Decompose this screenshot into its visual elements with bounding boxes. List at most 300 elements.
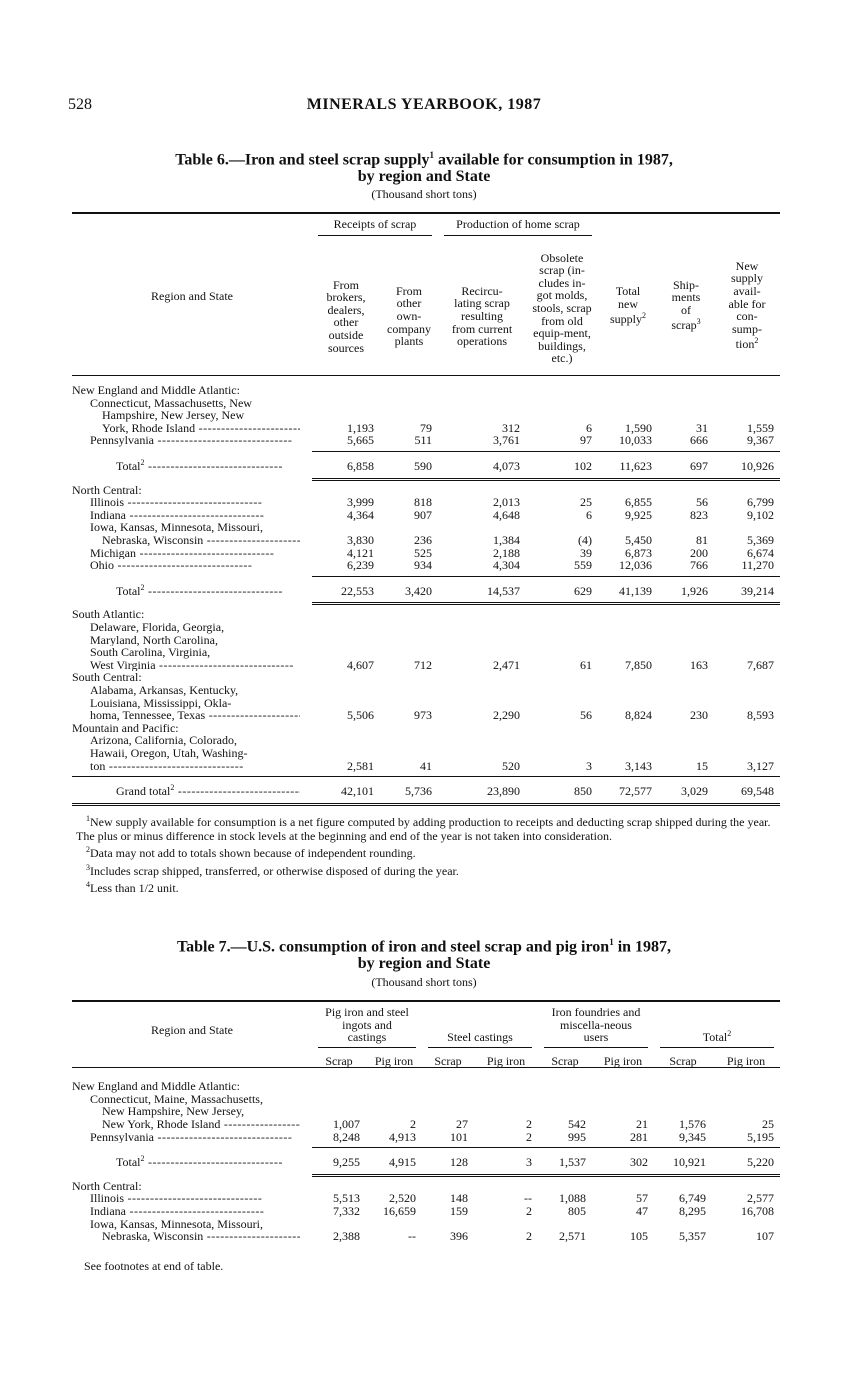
t7-cell: 47: [636, 1204, 648, 1219]
t6-cell: 6,674: [747, 545, 774, 560]
t6-cell: 11,623: [619, 459, 652, 474]
t6-row-label: North Central:: [72, 483, 142, 497]
t6-cell: [714, 397, 780, 410]
t6-row-label: York, Rhode Island -----: [72, 422, 312, 435]
t6-row: [72, 457, 780, 473]
t6-cell: [714, 646, 780, 659]
t6-cell: [526, 621, 598, 634]
t6-row-label: Michigan -----: [72, 547, 312, 560]
t6-row-label: Delaware, Florida, Georgia,: [90, 621, 225, 634]
t7-cell: 2,520: [389, 1191, 416, 1206]
t7-cell: [474, 1080, 538, 1093]
t6-cell: [598, 734, 658, 747]
t6-col-obsolete: Obsolete scrap (in-cludes in-got molds, stools, scrap from old equip-ment, buildings, etc.): [532, 250, 592, 366]
t6-row-label: Maryland, North Carolina,: [90, 633, 218, 647]
t7-cell: --: [408, 1229, 416, 1244]
t7-cell: [712, 1080, 780, 1093]
t6-row-label: Hawaii, Oregon, Utah, Washing-: [90, 746, 248, 760]
t6-cell: 42,101: [341, 784, 374, 799]
t7-cell: 1,576: [679, 1117, 706, 1132]
t6-cell: [598, 671, 658, 684]
t6-cell: [526, 671, 598, 684]
table6-body: [72, 384, 780, 809]
t6-cell: [658, 384, 714, 397]
t6-cell: [526, 634, 598, 647]
t6-cell: [312, 608, 380, 621]
t7-cell: 101: [450, 1129, 468, 1144]
t6-cell: [526, 722, 598, 735]
t7-row: [72, 1230, 780, 1243]
t6-row-label: New England and Middle Atlantic:: [72, 384, 240, 397]
t6-cell: [438, 747, 526, 760]
t6-cell: [380, 646, 438, 659]
t7-sub-scrap-3: Scrap: [551, 1053, 579, 1068]
t6-cell: 4,304: [493, 558, 520, 573]
see-footnotes-note: See footnotes at end of table.: [84, 1259, 224, 1273]
t6-cell: [658, 397, 714, 410]
t6-group-receipts: Receipts of scrap: [318, 218, 432, 236]
t7-group-pig-iron: Pig iron and steel ingots and castings: [318, 1006, 416, 1048]
t6-row-label: ton -----: [72, 760, 312, 773]
t6-cell: 81: [696, 533, 708, 548]
t6-cell: 39,214: [741, 583, 774, 598]
t6-row: [72, 646, 780, 659]
t6-cell: 31: [696, 420, 708, 435]
t7-cell: 5,195: [747, 1129, 774, 1144]
t7-cell: 16,708: [741, 1204, 774, 1219]
t7-cell: 7,332: [333, 1204, 360, 1219]
table6-units: (Thousand short tons): [371, 187, 477, 201]
t6-row-label: Nebraska, Wisconsin -----: [72, 534, 312, 547]
t6-cell: 525: [414, 545, 432, 560]
t7-cell: [366, 1093, 422, 1106]
t6-cell: 3,143: [625, 758, 652, 773]
t7-group-total: Total$^2$: [660, 1028, 774, 1048]
t6-cell: 8,593: [747, 708, 774, 723]
t6-cell: 6,855: [625, 495, 652, 510]
t6-cell: [380, 621, 438, 634]
table7: [72, 1000, 780, 1243]
t6-cell: [312, 722, 380, 735]
t6-cell: 712: [414, 657, 432, 672]
t6-group-production: Production of home scrap: [444, 218, 592, 236]
t6-cell: 666: [690, 433, 708, 448]
t7-cell: 281: [630, 1129, 648, 1144]
t6-cell: [312, 646, 380, 659]
t6-cell: 97: [580, 433, 592, 448]
t6-row: [72, 747, 780, 760]
t6-cell: 1,590: [625, 420, 652, 435]
t6-cell: 56: [580, 708, 592, 723]
t7-row: [72, 1205, 780, 1218]
t6-cell: 9,925: [625, 507, 652, 522]
t6-cell: 1,193: [347, 420, 374, 435]
t6-cell: 102: [574, 459, 592, 474]
t6-cell: [312, 397, 380, 410]
t6-cell: 697: [690, 459, 708, 474]
t6-row-label: Arizona, California, Colorado,: [90, 734, 237, 747]
t7-cell: [654, 1080, 712, 1093]
t6-cell: [312, 671, 380, 684]
t6-cell: 3,029: [681, 784, 708, 799]
t6-cell: 72,577: [619, 784, 652, 799]
t6-cell: [380, 397, 438, 410]
t6-cell: 766: [690, 558, 708, 573]
t6-cell: [380, 747, 438, 760]
t6-col-brokers: From brokers, dealers, other outside sources: [326, 277, 366, 355]
t7-row: [72, 1093, 780, 1106]
t6-cell: 1,926: [681, 583, 708, 598]
t7-cell: 1,537: [559, 1155, 586, 1170]
t7-cell: 5,220: [747, 1155, 774, 1170]
t6-cell: 823: [690, 507, 708, 522]
t6-row: [72, 434, 780, 447]
t6-row-label: homa, Tennessee, Texas -----: [72, 709, 312, 722]
t7-cell: 396: [450, 1229, 468, 1244]
t7-cell: 57: [636, 1191, 648, 1206]
t7-cell: 2: [526, 1117, 532, 1132]
t6-cell: [438, 397, 526, 410]
t6-row-label: Hampshire, New Jersey, New: [102, 409, 245, 422]
t6-col-recirculating: Recircu-lating scrap resulting from current operations: [451, 283, 513, 349]
t6-cell: [380, 722, 438, 735]
t6-cell: 41: [420, 758, 432, 773]
t6-cell: [526, 409, 598, 422]
t6-row-label: Total$^2$ -----: [72, 582, 312, 598]
t7-row: [72, 1192, 780, 1205]
t7-row-label: Connecticut, Maine, Massachusetts,: [90, 1092, 263, 1106]
t6-cell: [380, 384, 438, 397]
t6-cell: 56: [696, 495, 708, 510]
t7-cell: [422, 1093, 474, 1106]
t6-cell: 1,559: [747, 420, 774, 435]
t6-cell: [714, 409, 780, 422]
t6-row: [72, 634, 780, 647]
t6-cell: [658, 722, 714, 735]
t6-cell: 511: [414, 433, 432, 448]
t6-cell: 8,824: [625, 708, 652, 723]
t7-row-label: Total$^2$ -----: [72, 1153, 312, 1169]
t6-cell: [380, 734, 438, 747]
t6-cell: [438, 621, 526, 634]
t6-cell: 236: [414, 533, 432, 548]
t6-cell: [598, 409, 658, 422]
t6-cell: 200: [690, 545, 708, 560]
t6-cell: [658, 409, 714, 422]
t6-cell: [526, 646, 598, 659]
t6-row: [72, 534, 780, 547]
t6-cell: [380, 409, 438, 422]
t6-cell: [714, 684, 780, 697]
page-number: 528: [68, 96, 92, 113]
t7-cell: 159: [450, 1204, 468, 1219]
t6-col-total-new: Total new supply$^2$: [609, 283, 646, 327]
t6-cell: 3: [586, 758, 592, 773]
t6-cell: [714, 621, 780, 634]
t7-row: [72, 1153, 780, 1169]
page-header: [68, 96, 780, 120]
t6-cell: 4,607: [347, 657, 374, 672]
t6-cell: 3,830: [347, 533, 374, 548]
t6-cell: 2,581: [347, 758, 374, 773]
t7-col-region: Region and State: [151, 1023, 233, 1038]
t6-cell: 22,553: [341, 583, 374, 598]
t7-sub-pig-4: Pig iron: [726, 1053, 766, 1068]
t6-row: [72, 722, 780, 735]
t7-cell: 995: [568, 1129, 586, 1144]
t6-cell: [438, 634, 526, 647]
t6-cell: 6: [586, 507, 592, 522]
t6-cell: [438, 671, 526, 684]
t6-cell: [312, 621, 380, 634]
t6-cell: 520: [502, 758, 520, 773]
t6-cell: 559: [574, 558, 592, 573]
t6-cell: [312, 384, 380, 397]
t6-row: [72, 734, 780, 747]
t7-cell: [538, 1080, 592, 1093]
footnote: $^2$Data may not add to totals shown because of independent rounding.: [86, 845, 416, 860]
table6: [72, 212, 780, 809]
t6-cell: 4,648: [493, 507, 520, 522]
t7-row: [72, 1105, 780, 1118]
t6-row: [72, 608, 780, 621]
t7-cell: 3: [526, 1155, 532, 1170]
t7-cell: [538, 1093, 592, 1106]
t6-row: [72, 559, 780, 572]
t6-cell: [598, 722, 658, 735]
t7-cell: 21: [636, 1117, 648, 1132]
t7-cell: 27: [456, 1117, 468, 1132]
t6-cell: 4,073: [493, 459, 520, 474]
t6-cell: [526, 397, 598, 410]
t7-cell: 302: [630, 1155, 648, 1170]
t7-cell: 2: [526, 1129, 532, 1144]
t6-cell: 6,239: [347, 558, 374, 573]
t6-cell: [658, 608, 714, 621]
t6-cell: [526, 608, 598, 621]
t6-row-label: Mountain and Pacific:: [72, 721, 179, 735]
t6-cell: 10,926: [741, 459, 774, 474]
t7-cell: 4,913: [389, 1129, 416, 1144]
t6-row-label: Iowa, Kansas, Minnesota, Missouri,: [90, 521, 263, 535]
t7-cell: 4,915: [389, 1155, 416, 1170]
t6-cell: 2,188: [493, 545, 520, 560]
t6-cell: [598, 646, 658, 659]
t6-row: [72, 582, 780, 598]
t7-sub-scrap-4: Scrap: [669, 1053, 697, 1068]
t6-cell: [438, 608, 526, 621]
t7-cell: 1,088: [559, 1191, 586, 1206]
t6-cell: 5,506: [347, 708, 374, 723]
t6-row-label: South Atlantic:: [72, 608, 145, 621]
t6-cell: 6,799: [747, 495, 774, 510]
t6-cell: 3,127: [747, 758, 774, 773]
t6-row: [72, 671, 780, 684]
table7-body: [72, 1080, 780, 1243]
t6-cell: 3,761: [493, 433, 520, 448]
t6-cell: 934: [414, 558, 432, 573]
t7-row: [72, 1180, 780, 1193]
t6-cell: 69,548: [741, 784, 774, 799]
t6-row-label: South Carolina, Virginia,: [90, 646, 211, 659]
t7-cell: 1,007: [333, 1117, 360, 1132]
t6-cell: [312, 684, 380, 697]
t7-cell: 148: [450, 1191, 468, 1206]
t6-cell: 7,850: [625, 657, 652, 672]
t6-cell: 5,665: [347, 433, 374, 448]
t7-group-steel-castings: Steel castings: [428, 1031, 532, 1048]
t6-cell: [438, 409, 526, 422]
t6-cell: [658, 671, 714, 684]
t6-cell: [526, 734, 598, 747]
t7-row-label: Nebraska, Wisconsin -----: [72, 1230, 312, 1243]
t6-row-label: Total$^2$ -----: [72, 457, 312, 473]
t6-cell: [714, 747, 780, 760]
t6-cell: 629: [574, 583, 592, 598]
t6-cell: 3,420: [405, 583, 432, 598]
t6-cell: [658, 646, 714, 659]
table6-title: Table 6.—Iron and steel scrap supply$^1$ available for consumption in 1987, by region and State: [175, 150, 673, 186]
t6-cell: [658, 621, 714, 634]
t7-cell: 2: [526, 1204, 532, 1219]
t6-row-label: Grand total$^2$ -----: [72, 782, 312, 798]
t7-cell: 107: [756, 1229, 774, 1244]
t7-cell: 2,571: [559, 1229, 586, 1244]
t6-cell: 61: [580, 657, 592, 672]
t7-row: [72, 1080, 780, 1093]
t6-cell: 590: [414, 459, 432, 474]
t6-cell: 2,471: [493, 657, 520, 672]
t6-cell: 6,873: [625, 545, 652, 560]
running-title: MINERALS YEARBOOK, 1987: [306, 96, 542, 113]
t6-cell: 3,999: [347, 495, 374, 510]
t6-cell: [714, 608, 780, 621]
t6-cell: [380, 634, 438, 647]
t6-col-other-plants: From other own-company plants: [387, 283, 431, 349]
t6-row: [72, 659, 780, 672]
t7-cell: 10,921: [673, 1155, 706, 1170]
t7-row-label: New Hampshire, New Jersey,: [102, 1105, 245, 1119]
t7-row: [72, 1118, 780, 1131]
t7-sub-scrap-1: Scrap: [325, 1053, 353, 1068]
t7-cell: 25: [762, 1117, 774, 1132]
t6-cell: 2,013: [493, 495, 520, 510]
t7-cell: [366, 1080, 422, 1093]
t6-cell: [598, 684, 658, 697]
t7-cell: 5,513: [333, 1191, 360, 1206]
t6-cell: 312: [502, 420, 520, 435]
t7-cell: [592, 1080, 654, 1093]
t7-row-label: New York, Rhode Island -----: [72, 1118, 312, 1131]
t6-cell: 5,369: [747, 533, 774, 548]
t6-cell: [526, 747, 598, 760]
t6-cell: 12,036: [619, 558, 652, 573]
t6-row-label: Louisiana, Mississippi, Okla-: [90, 696, 232, 710]
t6-cell: [658, 634, 714, 647]
t7-cell: 2,388: [333, 1229, 360, 1244]
t6-row-label: Alabama, Arkansas, Kentucky,: [90, 683, 239, 697]
t7-cell: [654, 1093, 712, 1106]
t6-cell: 1,384: [493, 533, 520, 548]
t6-cell: [598, 608, 658, 621]
t6-row-label: South Central:: [72, 671, 142, 684]
t7-row: [72, 1218, 780, 1231]
t6-col-shipments: Ship-ments of scrap$^3$: [671, 277, 701, 333]
t7-cell: [312, 1080, 366, 1093]
t7-sub-pig-2: Pig iron: [486, 1053, 526, 1068]
t6-cell: [658, 684, 714, 697]
t6-cell: [526, 384, 598, 397]
footnote: $^3$Includes scrap shipped, transferred, or otherwise disposed of during the year.: [86, 862, 459, 878]
t7-group-foundries: Iron foundries and miscella-neous users: [544, 1006, 648, 1048]
t6-cell: 9,102: [747, 507, 774, 522]
t6-cell: [714, 634, 780, 647]
table7-title: Table 7.—U.S. consumption of iron and steel scrap and pig iron$^1$ in 1987, by region and State: [176, 937, 672, 973]
footnote: $^1$New supply available for consumption is a net figure computed by adding production to receipts and deducting scrap shipped during the year. The plus or minus difference in stock levels at the beginning and end of the year is not taken into consideration.: [76, 814, 771, 843]
t7-cell: [712, 1093, 780, 1106]
t6-cell: 907: [414, 507, 432, 522]
t6-cell: [380, 671, 438, 684]
t6-cell: [598, 634, 658, 647]
t7-cell: 8,295: [679, 1204, 706, 1219]
t7-row: [72, 1131, 780, 1144]
t6-cell: [312, 734, 380, 747]
t6-cell: 25: [580, 495, 592, 510]
t7-row-label: Iowa, Kansas, Minnesota, Missouri,: [90, 1217, 263, 1231]
t7-cell: 542: [568, 1117, 586, 1132]
t7-cell: 9,345: [679, 1129, 706, 1144]
t6-cell: [598, 747, 658, 760]
t7-cell: 8,248: [333, 1129, 360, 1144]
t6-cell: 4,364: [347, 507, 374, 522]
t7-cell: 9,255: [333, 1155, 360, 1170]
t6-row-label: Pennsylvania -----: [72, 434, 312, 447]
t6-cell: [380, 608, 438, 621]
t6-cell: 7,687: [747, 657, 774, 672]
t6-cell: [438, 734, 526, 747]
t6-row: [72, 397, 780, 410]
t6-row: [72, 409, 780, 422]
t7-sub-pig-3: Pig iron: [603, 1053, 643, 1068]
t6-cell: 4,121: [347, 545, 374, 560]
t6-cell: [312, 747, 380, 760]
t6-row-label: Ohio -----: [72, 559, 312, 572]
t6-cell: 5,736: [405, 784, 432, 799]
t6-cell: [312, 634, 380, 647]
t7-row-label: New England and Middle Atlantic:: [72, 1080, 240, 1093]
t7-cell: 128: [450, 1155, 468, 1170]
t7-sub-scrap-2: Scrap: [434, 1053, 462, 1068]
t6-cell: [438, 646, 526, 659]
table7-units: (Thousand short tons): [371, 975, 477, 989]
t6-cell: 10,033: [619, 433, 652, 448]
t6-row-label: Indiana -----: [72, 509, 312, 522]
t7-cell: [422, 1080, 474, 1093]
t6-cell: [714, 734, 780, 747]
t6-row: [72, 782, 780, 798]
t6-cell: [658, 734, 714, 747]
t6-cell: 14,537: [487, 583, 520, 598]
t7-row-label: Pennsylvania -----: [72, 1131, 312, 1144]
t6-cell: [714, 384, 780, 397]
table6-footnotes: [76, 812, 782, 896]
t6-row-label: West Virginia -----: [72, 659, 312, 672]
t6-cell: (4): [578, 533, 592, 548]
t6-cell: [714, 671, 780, 684]
t7-cell: [474, 1093, 538, 1106]
t6-cell: 6,858: [347, 459, 374, 474]
t6-row: [72, 509, 780, 522]
